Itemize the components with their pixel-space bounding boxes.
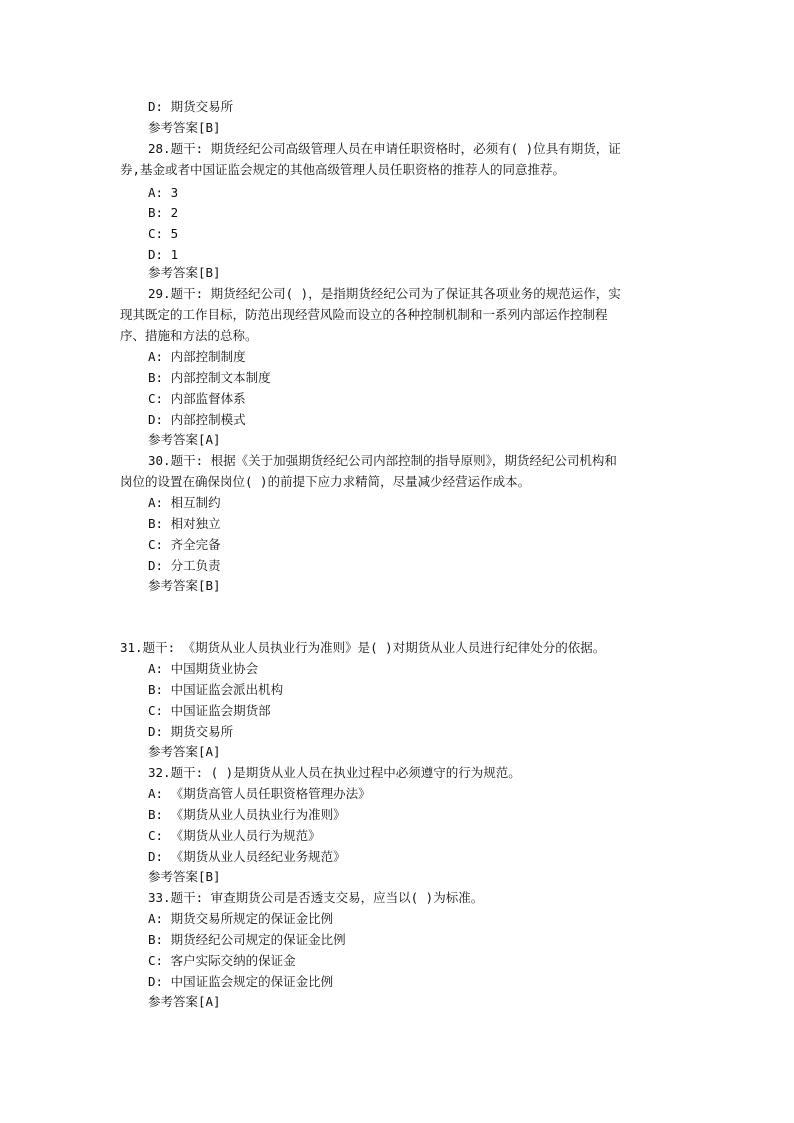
- option-c-q30: C: 齐全完备: [148, 537, 221, 552]
- option-d-q27: D: 期货交易所: [148, 99, 234, 114]
- question-29-line-1: 29.题干: 期货经纪公司( )，是指期货经纪公司为了保证其各项业务的规范运作，实: [148, 286, 621, 301]
- option-c-q29: C: 内部监督体系: [148, 391, 246, 406]
- answer-q33: 参考答案[A]: [148, 994, 221, 1009]
- option-c-q32: C: 《期货从业人员行为规范》: [148, 828, 321, 843]
- option-d-q32: D: 《期货从业人员经纪业务规范》: [148, 849, 346, 864]
- option-b-q30: B: 相对独立: [148, 516, 221, 531]
- answer-q29: 参考答案[A]: [148, 432, 221, 447]
- answer-q30: 参考答案[B]: [148, 578, 221, 593]
- option-d-q31: D: 期货交易所: [148, 724, 234, 739]
- option-d-q30: D: 分工负责: [148, 558, 221, 573]
- question-31: 31.题干: 《期货从业人员执业行为准则》是( )对期货从业人员进行纪律处分的依据。: [120, 640, 606, 655]
- option-b-q29: B: 内部控制文本制度: [148, 370, 271, 385]
- option-b-q33: B: 期货经纪公司规定的保证金比例: [148, 932, 346, 947]
- answer-q32: 参考答案[B]: [148, 869, 221, 884]
- option-b-q32: B: 《期货从业人员执业行为准则》: [148, 807, 346, 822]
- option-a-q29: A: 内部控制制度: [148, 349, 246, 364]
- option-c-q28: C: 5: [148, 226, 179, 241]
- option-a-q30: A: 相互制约: [148, 495, 221, 510]
- option-d-q33: D: 中国证监会规定的保证金比例: [148, 974, 334, 989]
- option-a-q33: A: 期货交易所规定的保证金比例: [148, 911, 334, 926]
- question-29-line-2: 现其既定的工作目标，防范出现经营风险而设立的各种控制机制和一系列内部运作控制程: [120, 307, 608, 322]
- option-a-q32: A: 《期货高管人员任职资格管理办法》: [148, 786, 371, 801]
- option-b-q31: B: 中国证监会派出机构: [148, 682, 284, 697]
- option-a-q28: A: 3: [148, 185, 179, 200]
- question-33: 33.题干: 审查期货公司是否透支交易，应当以( )为标准。: [148, 890, 484, 905]
- answer-q28: 参考答案[B]: [148, 265, 221, 280]
- option-d-q28: D: 1: [148, 247, 179, 262]
- question-28-line-2: 券,基金或者中国证监会规定的其他高级管理人员任职资格的推荐人的同意推荐。: [120, 162, 566, 177]
- question-29-line-3: 序、措施和方法的总称。: [120, 328, 258, 343]
- option-b-q28: B: 2: [148, 205, 179, 220]
- question-30-line-1: 30.题干: 根据《关于加强期货经纪公司内部控制的指导原则》，期货经纪公司机构和: [148, 453, 617, 468]
- option-c-q31: C: 中国证监会期货部: [148, 703, 271, 718]
- question-30-line-2: 岗位的设置在确保岗位( )的前提下应力求精简，尽量减少经营运作成本。: [120, 474, 531, 489]
- answer-q27: 参考答案[B]: [148, 120, 221, 135]
- option-c-q33: C: 客户实际交纳的保证金: [148, 953, 296, 968]
- option-a-q31: A: 中国期货业协会: [148, 661, 259, 676]
- option-d-q29: D: 内部控制模式: [148, 412, 246, 427]
- answer-q31: 参考答案[A]: [148, 744, 221, 759]
- question-32: 32.题干: ( )是期货从业人员在执业过程中必须遵守的行为规范。: [148, 765, 521, 780]
- question-28-line-1: 28.题干: 期货经纪公司高级管理人员在申请任职资格时，必须有( )位具有期货，证: [148, 141, 621, 156]
